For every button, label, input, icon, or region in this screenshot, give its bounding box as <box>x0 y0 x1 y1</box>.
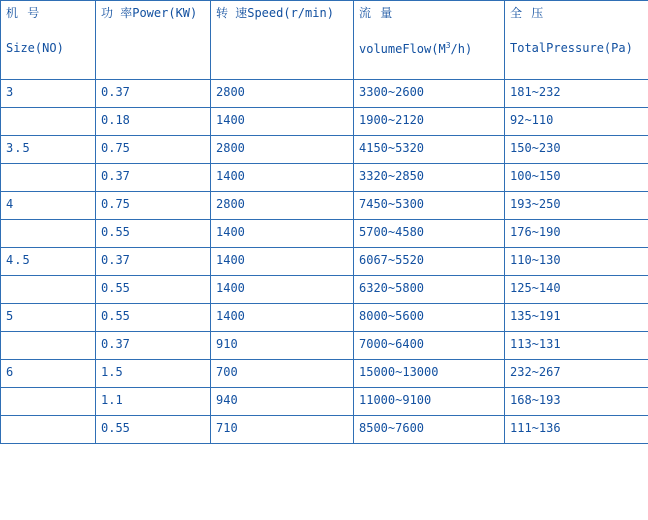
cell-size: 5 <box>1 304 96 332</box>
cell-flow: 7450~5300 <box>354 192 505 220</box>
cell-flow: 6067~5520 <box>354 248 505 276</box>
cell-speed: 1400 <box>211 220 354 248</box>
cell-speed: 1400 <box>211 304 354 332</box>
column-header-speed-label: 转 速Speed(r/min) <box>216 6 334 20</box>
cell-pressure: 168~193 <box>505 388 648 416</box>
cell-size: 4 <box>1 192 96 220</box>
cell-flow: 11000~9100 <box>354 388 505 416</box>
table-row <box>1 248 648 276</box>
column-header-pressure-cn: 全 压 <box>510 6 545 20</box>
cell-flow: 3320~2850 <box>354 164 505 192</box>
table-row <box>1 276 648 304</box>
cell-pressure: 193~250 <box>505 192 648 220</box>
cell-power: 0.55 <box>96 276 211 304</box>
table-header-row <box>1 1 648 80</box>
cell-size <box>1 276 96 304</box>
cell-size <box>1 164 96 192</box>
cell-power: 0.37 <box>96 80 211 108</box>
cell-pressure: 150~230 <box>505 136 648 164</box>
cell-size: 3 <box>1 80 96 108</box>
cell-flow: 1900~2120 <box>354 108 505 136</box>
cell-speed: 910 <box>211 332 354 360</box>
cell-speed: 1400 <box>211 248 354 276</box>
cell-size <box>1 220 96 248</box>
cell-power: 0.37 <box>96 332 211 360</box>
cell-size <box>1 332 96 360</box>
cell-size <box>1 388 96 416</box>
cell-pressure: 100~150 <box>505 164 648 192</box>
cell-pressure: 92~110 <box>505 108 648 136</box>
cell-pressure: 110~130 <box>505 248 648 276</box>
column-header-total-pressure <box>505 1 648 80</box>
table-row <box>1 164 648 192</box>
column-header-size <box>1 1 96 80</box>
cell-power: 0.75 <box>96 192 211 220</box>
cell-flow: 4150~5320 <box>354 136 505 164</box>
cell-speed: 710 <box>211 416 354 444</box>
cell-pressure: 113~131 <box>505 332 648 360</box>
table-row <box>1 220 648 248</box>
cell-speed: 2800 <box>211 80 354 108</box>
column-header-size-cn: 机 号 <box>6 6 41 20</box>
cell-size <box>1 416 96 444</box>
cell-flow: 5700~4580 <box>354 220 505 248</box>
cell-power: 0.55 <box>96 304 211 332</box>
cell-flow: 15000~13000 <box>354 360 505 388</box>
cell-speed: 1400 <box>211 276 354 304</box>
table-row <box>1 136 648 164</box>
table-header <box>1 1 648 80</box>
cell-pressure: 125~140 <box>505 276 648 304</box>
cell-pressure: 232~267 <box>505 360 648 388</box>
table-body <box>1 80 648 444</box>
cell-pressure: 176~190 <box>505 220 648 248</box>
table-row <box>1 332 648 360</box>
column-header-volume-flow <box>354 1 505 80</box>
cell-size <box>1 108 96 136</box>
cell-speed: 700 <box>211 360 354 388</box>
cell-flow: 7000~6400 <box>354 332 505 360</box>
column-header-speed <box>211 1 354 80</box>
column-header-flow-cn: 流 量 <box>359 6 394 20</box>
cell-power: 0.37 <box>96 248 211 276</box>
cell-flow: 6320~5800 <box>354 276 505 304</box>
cell-flow: 8500~7600 <box>354 416 505 444</box>
cell-speed: 1400 <box>211 108 354 136</box>
cell-speed: 940 <box>211 388 354 416</box>
table-row <box>1 80 648 108</box>
cell-speed: 2800 <box>211 192 354 220</box>
cell-speed: 1400 <box>211 164 354 192</box>
cell-speed: 2800 <box>211 136 354 164</box>
cell-power: 0.75 <box>96 136 211 164</box>
cell-pressure: 111~136 <box>505 416 648 444</box>
cell-size: 3.5 <box>1 136 96 164</box>
cell-flow: 3300~2600 <box>354 80 505 108</box>
cell-pressure: 135~191 <box>505 304 648 332</box>
cell-pressure: 181~232 <box>505 80 648 108</box>
table-row <box>1 360 648 388</box>
table-row <box>1 108 648 136</box>
table-row <box>1 304 648 332</box>
cell-power: 0.55 <box>96 416 211 444</box>
column-header-size-en: Size(NO) <box>6 41 64 56</box>
column-header-power <box>96 1 211 80</box>
table-row <box>1 192 648 220</box>
cell-power: 1.5 <box>96 360 211 388</box>
cell-power: 0.18 <box>96 108 211 136</box>
cell-power: 0.37 <box>96 164 211 192</box>
cell-flow: 8000~5600 <box>354 304 505 332</box>
table-row <box>1 388 648 416</box>
column-header-power-label: 功 率Power(KW) <box>101 6 198 20</box>
column-header-pressure-en: TotalPressure(Pa) <box>510 41 633 56</box>
cell-power: 1.1 <box>96 388 211 416</box>
table-row <box>1 416 648 444</box>
column-header-flow-en: $volumeFlow(M^3/h)$ <box>359 41 473 57</box>
cell-size: 6 <box>1 360 96 388</box>
cell-size: 4.5 <box>1 248 96 276</box>
cell-power: 0.55 <box>96 220 211 248</box>
